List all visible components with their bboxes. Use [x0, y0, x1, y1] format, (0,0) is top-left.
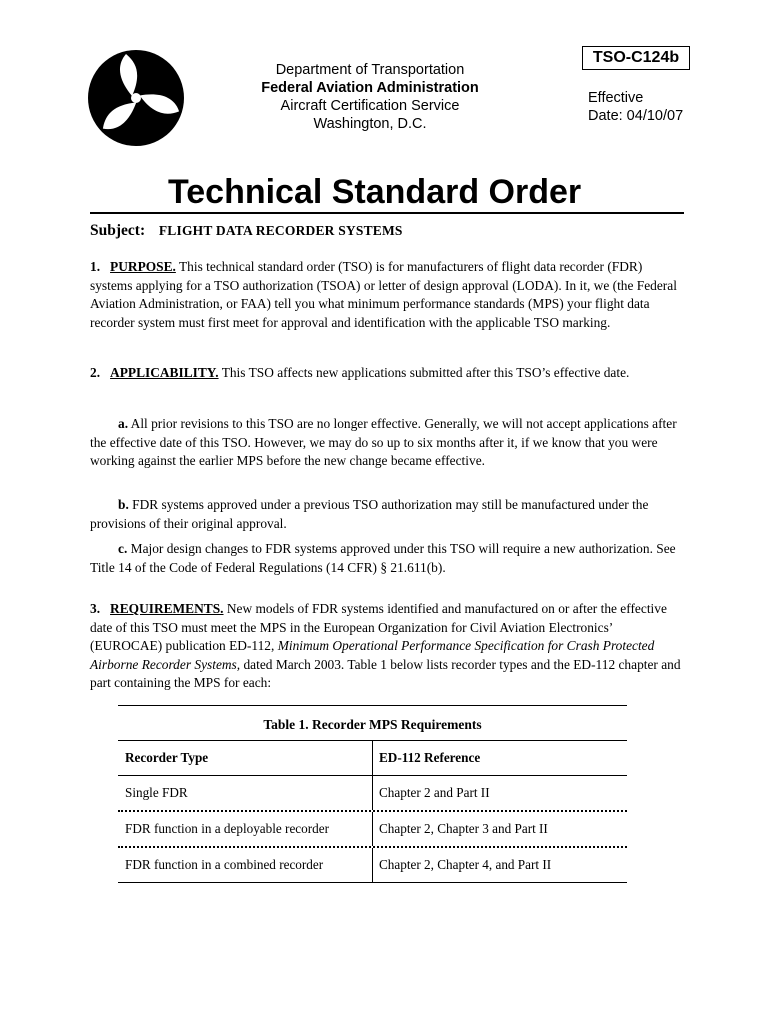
effective-label: Effective [588, 90, 644, 106]
requirements-section [90, 600, 684, 693]
subject-line [90, 222, 403, 240]
column-header: Recorder Type [118, 741, 373, 775]
table-cell: Chapter 2, Chapter 3 and Part II [379, 821, 548, 836]
dot-logo-icon [86, 46, 186, 150]
section-number: 2. [90, 365, 101, 380]
service-name: Aircraft Certification Service [280, 98, 460, 114]
page-title: Technical Standard Order [168, 173, 582, 211]
section-number: 3. [90, 601, 101, 616]
table-header-row [118, 741, 627, 775]
issuing-agency-block [240, 61, 500, 133]
table-cell: FDR function in a deployable recorder [118, 812, 373, 846]
item-text: Major design changes to FDR systems approved under this TSO will require a new authorization. See Title 14 of the Code of Federal Regulations (14 CFR) § 21.611(b). [90, 541, 676, 575]
applicability-item-b [90, 496, 684, 533]
section-number: 1. [90, 259, 101, 274]
section-heading: PURPOSE. [110, 259, 176, 274]
table-row [118, 848, 627, 882]
title-divider [90, 212, 684, 214]
publication-title: Minimum Operational Performance Specification for Crash Protected Airborne Recorder Systems, [90, 638, 655, 672]
applicability-section [90, 364, 684, 383]
table-row [118, 776, 627, 810]
table-cell: FDR function in a combined recorder [118, 848, 373, 882]
item-label: b. [118, 497, 129, 512]
item-text: All prior revisions to this TSO are no longer effective. Generally, we will not accept applications after the effective date of this TSO. However, we may do so up to six months after it, if we know that you were working against the earlier MPS before the new change became effective. [90, 416, 677, 468]
table-cell: Single FDR [118, 776, 373, 810]
section-heading: REQUIREMENTS. [110, 601, 224, 616]
recorder-mps-table [118, 705, 627, 883]
column-header: ED-112 Reference [379, 750, 481, 765]
section-heading: APPLICABILITY. [110, 365, 219, 380]
agency-name: Federal Aviation Administration [261, 80, 479, 96]
subject-value: FLIGHT DATA RECORDER SYSTEMS [158, 223, 403, 238]
table-row [118, 812, 627, 846]
applicability-item-a [90, 415, 684, 471]
applicability-item-c [90, 540, 684, 577]
subject-label: Subject: [90, 222, 146, 239]
section-text: This TSO affects new applications submitted after this TSO’s effective date. [221, 365, 630, 380]
effective-date-block [588, 89, 683, 125]
section-text: New models of FDR systems identified and manufactured on or after the effective date of this TSO must meet the MPS in the European Organization for Civil Aviation Electronics’ (EUROCAE) publication ED-112, [90, 601, 667, 653]
section-text: This technical standard order (TSO) is for manufacturers of flight data recorder (FDR) systems applying for a TSO authorization (TSOA) or letter of design approval (LODA). In it, we (the Federal Aviation Administration, or FAA) tell you what minimum performance standards (MPS) your flight data recorder system must first meet for approval and identification with the applicable TSO marking. [90, 259, 677, 330]
section-text-continued: dated March 2003. Table 1 below lists recorder types and the ED-112 chapter and part containing the MPS for each: [90, 656, 681, 690]
item-text: FDR systems approved under a previous TSO authorization may still be manufactured under the provisions of their original approval. [90, 497, 649, 531]
purpose-section [90, 258, 684, 332]
table-cell: Chapter 2, Chapter 4, and Part II [379, 857, 552, 872]
table-cell: Chapter 2 and Part II [379, 785, 490, 800]
table-caption: Table 1. Recorder MPS Requirements [263, 717, 482, 732]
item-label: c. [118, 541, 128, 556]
table-bottom-rule [118, 882, 627, 883]
tso-number-badge: TSO-C124b [582, 46, 690, 70]
location: Washington, D.C. [313, 116, 427, 132]
item-label: a. [118, 416, 129, 431]
effective-date: Date: 04/10/07 [588, 108, 684, 124]
department-name: Department of Transportation [275, 62, 465, 78]
